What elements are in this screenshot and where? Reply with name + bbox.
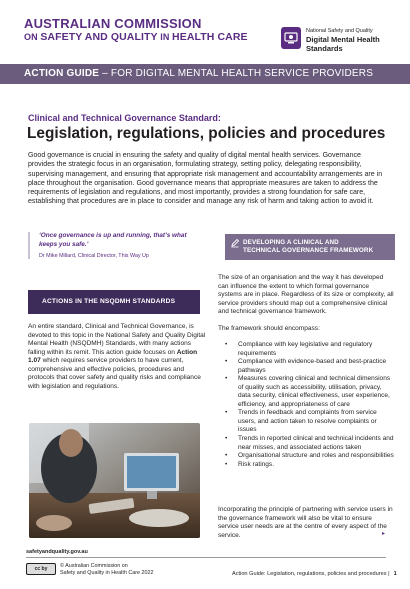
arrow-right-icon[interactable]: ▸ [382,531,386,537]
footer-url-link[interactable]: safetyandquality.gov.au [26,549,88,555]
intro-paragraph: Good governance is crucial in ensuring the safety and quality of digital mental health services. Governance provides the strategic focus in an organisation, formulating strategy, setting policy, delegating responsibility, supervising management, and ensuring that appropriate risk management and accountability arrangements are in place throughout the organisation. Good governance means that appropriate measures are taken to address the requirements of legislation and regulations, and most importantly, provides a strong foundation for safe care, establishing that procedures are in place to consider and manage any risk of harm and taking action to avoid it. [28,152,383,206]
list-item: • Compliance with evidence-based and best-practice pathways [218,358,394,375]
list-item: • Risk ratings. [218,461,394,470]
article-subtitle: Clinical and Technical Governance Standard: [28,113,221,123]
list-item: • Measures covering clinical and technical dimensions of quality such as accessibility, utilisation, privacy, data security, clinical effectiveness, user experience, efficiency, and appropriateness of care [218,375,394,409]
framework-paragraph-1: The size of an organisation and the way it has developed can influence the extent to which formal governance systems are in place. Regardless of its size or complexity, all service providers should map out a comprehensive clinical and technical governance framework. [218,274,394,316]
actions-section-heading: ACTIONS IN THE NSQDMH STANDARDS [28,290,200,314]
action-guide-banner [0,64,410,84]
article-title: Legislation, regulations, policies and procedures [27,125,386,142]
standards-title-line2: Standards [306,44,343,53]
banner-strong: ACTION GUIDE [24,68,100,79]
standards-logo[interactable] [281,27,396,57]
framework-paragraph-2: The framework should encompass: [218,325,320,332]
framework-heading-line2: TECHNICAL GOVERNANCE FRAMEWORK [243,246,374,254]
standards-small-text: National Safety and Quality [306,28,373,34]
actions-body-before: An entire standard, Clinical and Technical Governance, is devoted to this topic in the National Safety and Quality Digital Mental Health (NSQDMH) Standards, with many actions falling within its remit. This action guide focuses on [28,323,206,356]
pull-quote [28,232,198,259]
logo-word-health: HEALTH CARE [172,31,248,43]
logo-word-in: IN [157,32,173,42]
list-item: • Trends in feedback and complaints from service users, and action taken to resolve complaints or issues [218,409,394,435]
framework-section-heading [225,234,395,260]
list-item: • Trends in reported clinical and technical incidents and near misses, and associated actions taken [218,435,394,452]
logo-word-safety: SAFETY AND QUALITY [40,31,158,43]
pen-icon [230,238,240,251]
list-item: • Organisational structure and roles and responsibilities [218,452,394,461]
page-footer [232,571,397,577]
commission-name-line2 [24,31,248,44]
list-item: • Compliance with key legislative and regulatory requirements [218,341,394,358]
quote-text: ‘Once governance is up and running, that’s what keeps you safe.’ [39,232,187,248]
copyright-line1: © Australian Commission on [60,563,128,569]
page-header [0,0,410,64]
actions-body-after: which requires service providers to have current, comprehensive and effective policies, procedures and protocols that cover safety and quality risks and compliance with legislation and regulations. [28,357,201,390]
page-number: 1 [393,571,397,577]
framework-heading-line1: DEVELOPING A CLINICAL AND [243,239,339,246]
logo-word-on: ON [24,32,41,42]
page-label: Action Guide: Legislation, regulations, policies and procedures | [232,571,390,577]
commission-logo[interactable] [24,17,248,44]
cc-licence-badge[interactable]: cc by [26,563,56,575]
copyright-line2: Safety and Quality in Health Care 2022 [60,570,154,576]
standards-emblem-icon [281,27,301,49]
office-photo [29,423,200,538]
commission-name-line1: AUSTRALIAN COMMISSION [24,16,202,31]
actions-section-body [28,323,206,391]
framework-bullet-list [218,341,394,469]
footer-divider [26,557,386,558]
action-reference: Action 1.07 [28,348,198,365]
quote-attribution: Dr Mike Millard, Clinical Director, This Way Up [39,253,149,259]
framework-paragraph-3: Incorporating the principle of partnering with service users in the governance framework will also be vital to ensure service user needs are at the centre of every aspect of the service. [218,506,393,539]
standards-title-line1: Digital Mental Health [306,35,380,44]
banner-rest: – FOR DIGITAL MENTAL HEALTH SERVICE PROVIDERS [99,68,374,79]
